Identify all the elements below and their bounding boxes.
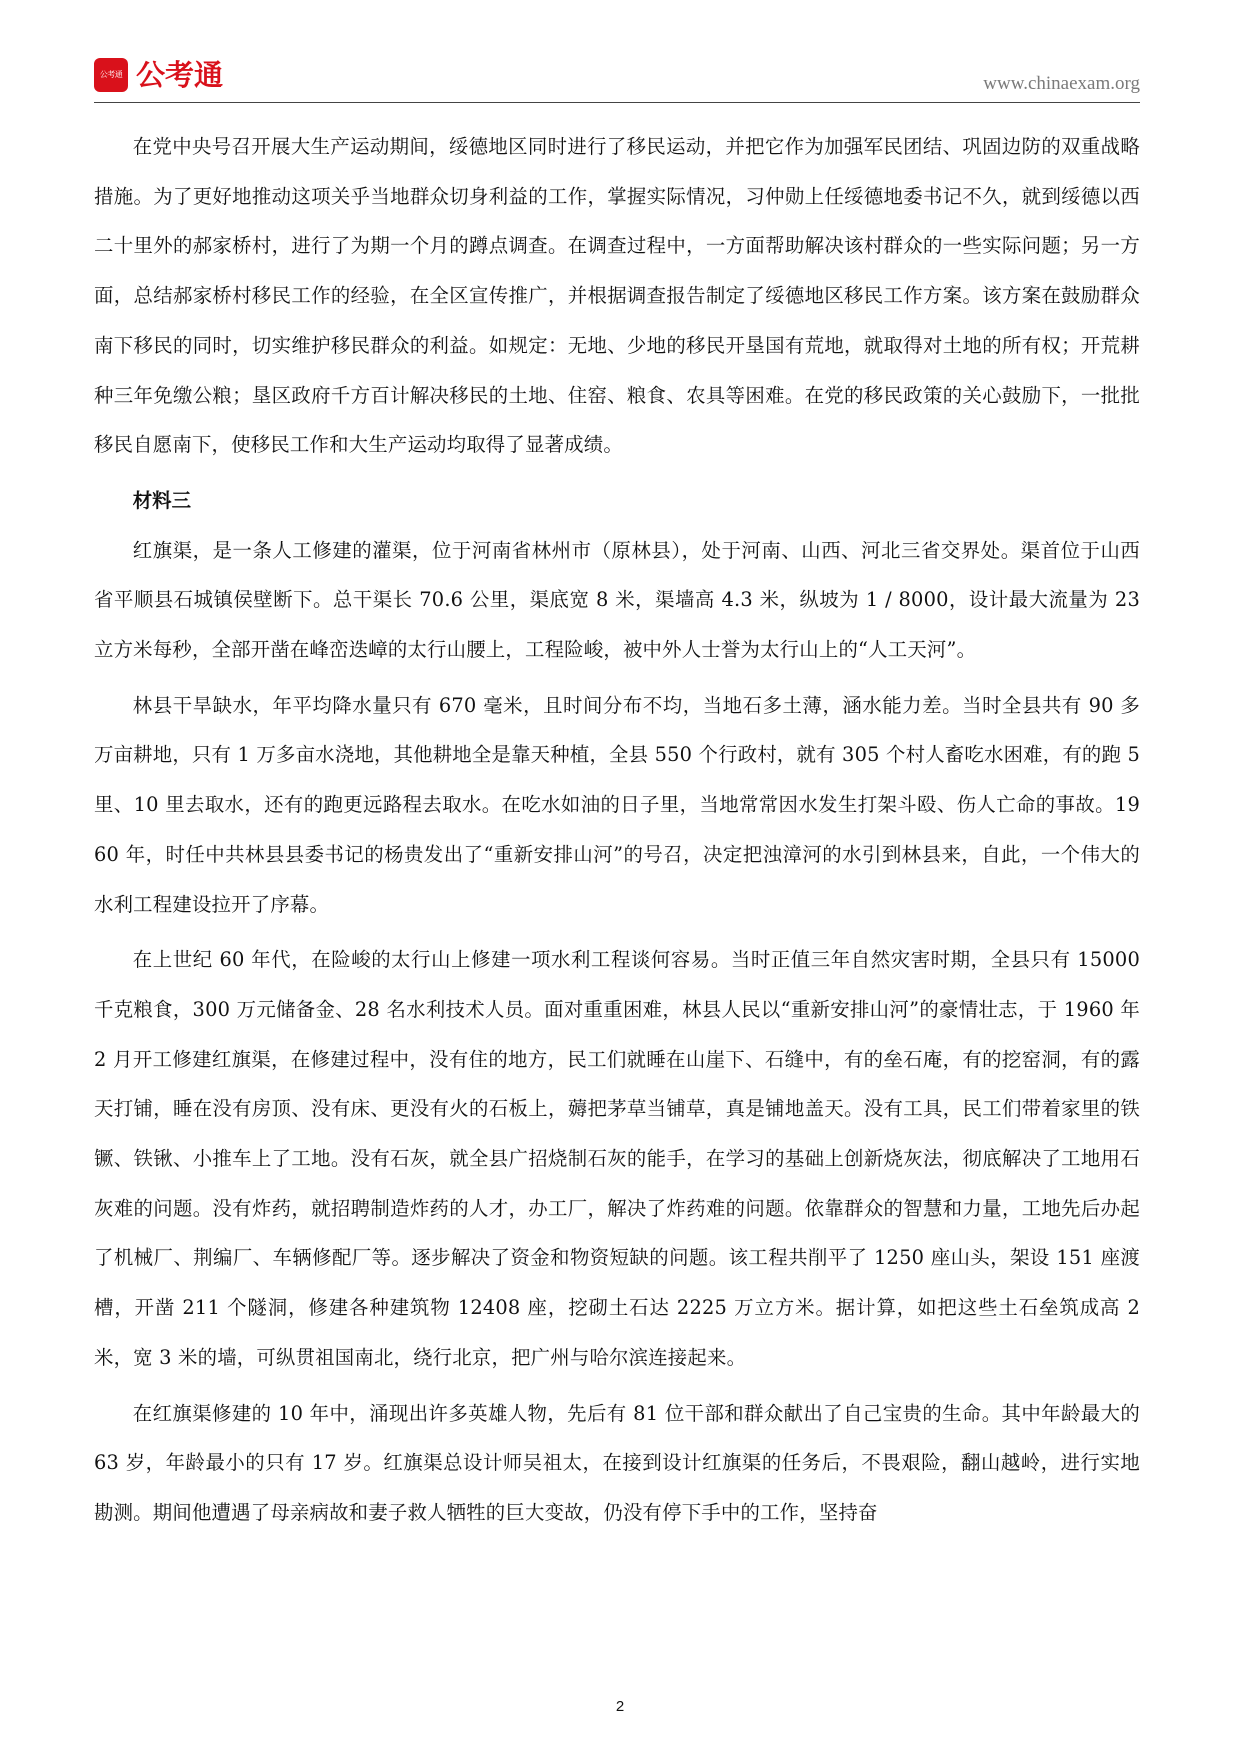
site-url[interactable]: www.chinaexam.org xyxy=(983,73,1140,94)
page-number: 2 xyxy=(615,1698,625,1715)
paragraph: 在红旗渠修建的 10 年中，涌现出许多英雄人物，先后有 81 位干部和群众献出了自己宝贵的生命。其中年龄最大的 63 岁，年龄最小的只有 17 岁。红旗渠总设计师吴祖太，在接到设计红旗渠的任务后，不畏艰险，翻山越岭，进行实地勘测。期间他遭遇了母亲病故和妻子救人牺牲的巨大变故，仍没有停下手中的工作，坚持奋 xyxy=(94,1401,1140,1524)
paragraph: 林县干旱缺水，年平均降水量只有 670 毫米，且时间分布不均，当地石多土薄，涵水能力差。当时全县共有 90 多万亩耕地，只有 1 万多亩水浇地，其他耕地全是靠天种植，全县 550 个行政村，就有 305 个村人畜吃水困难，有的跑 5 里、10 里去取水，还有的跑更远路程去取水。在吃水如油的日子里，当地常常因水发生打架斗殴、伤人亡命的事故。1960 年，时任中共林县县委书记的杨贵发出了“重新安排山河”的号召，决定把浊漳河的水引到林县来，自此，一个伟大的水利工程建设拉开了序幕。 xyxy=(94,693,1141,916)
section-title: 材料三 xyxy=(132,488,191,512)
document-body xyxy=(94,122,1140,1544)
page-header xyxy=(94,56,1140,103)
paragraph: 在党中央号召开展大生产运动期间，绥德地区同时进行了移民运动，并把它作为加强军民团结、巩固边防的双重战略措施。为了更好地推动这项关乎当地群众切身利益的工作，掌握实际情况，习仲勋上任绥德地委书记不久，就到绥德以西二十里外的郝家桥村，进行了为期一个月的蹲点调查。在调查过程中，一方面帮助解决该村群众的一些实际问题；另一方面，总结郝家桥村移民工作的经验，在全区宣传推广，并根据调查报告制定了绥德地区移民工作方案。该方案在鼓励群众南下移民的同时，切实维护移民群众的利益。如规定：无地、少地的移民开垦国有荒地，就取得对土地的所有权；开荒耕种三年免缴公粮；垦区政府千方百计解决移民的土地、住窑、粮食、农具等困难。在党的移民政策的关心鼓励下，一批批移民自愿南下，使移民工作和大生产运动均取得了显著成绩。 xyxy=(94,135,1140,457)
logo-text: 公考通 xyxy=(136,58,224,92)
logo-badge: 公考通 xyxy=(94,58,128,92)
paragraph: 红旗渠，是一条人工修建的灌渠，位于河南省林州市（原林县），处于河南、山西、河北三省交界处。渠首位于山西省平顺县石城镇侯壁断下。总干渠长 70.6 公里，渠底宽 8 米，渠墙高 4.3 米，纵坡为 1 / 8000，设计最大流量为 23 立方米每秒，全部开凿在峰峦迭嶂的太行山腰上，工程险峻，被中外人士誉为太行山上的“人工天河”。 xyxy=(94,538,1140,662)
paragraph: 在上世纪 60 年代，在险峻的太行山上修建一项水利工程谈何容易。当时正值三年自然灾害时期，全县只有 15000 千克粮食，300 万元储备金、28 名水利技术人员。面对重重困难，林县人民以“重新安排山河”的豪情壮志，于 1960 年 2 月开工修建红旗渠，在修建过程中，没有住的地方，民工们就睡在山崖下、石缝中，有的垒石庵，有的挖窑洞，有的露天打铺，睡在没有房顶、没有床、更没有火的石板上，薅把茅草当铺草，真是铺地盖天。没有工具，民工们带着家里的铁镢、铁锹、小推车上了工地。没有石灰，就全县广招烧制石灰的能手，在学习的基础上创新烧灰法，彻底解决了工地用石灰难的问题。没有炸药，就招聘制造炸药的人才，办工厂，解决了炸药难的问题。依靠群众的智慧和力量，工地先后办起了机械厂、荆编厂、车辆修配厂等。逐步解决了资金和物资短缺的问题。该工程共削平了 1250 座山头，架设 151 座渡槽，开凿 211 个隧洞，修建各种建筑物 12408 座，挖砌土石达 2225 万立方米。据计算，如把这些土石垒筑成高 2 米，宽 3 米的墙，可纵贯祖国南北，绕行北京，把广州与哈尔滨连接起来。 xyxy=(94,948,1140,1369)
